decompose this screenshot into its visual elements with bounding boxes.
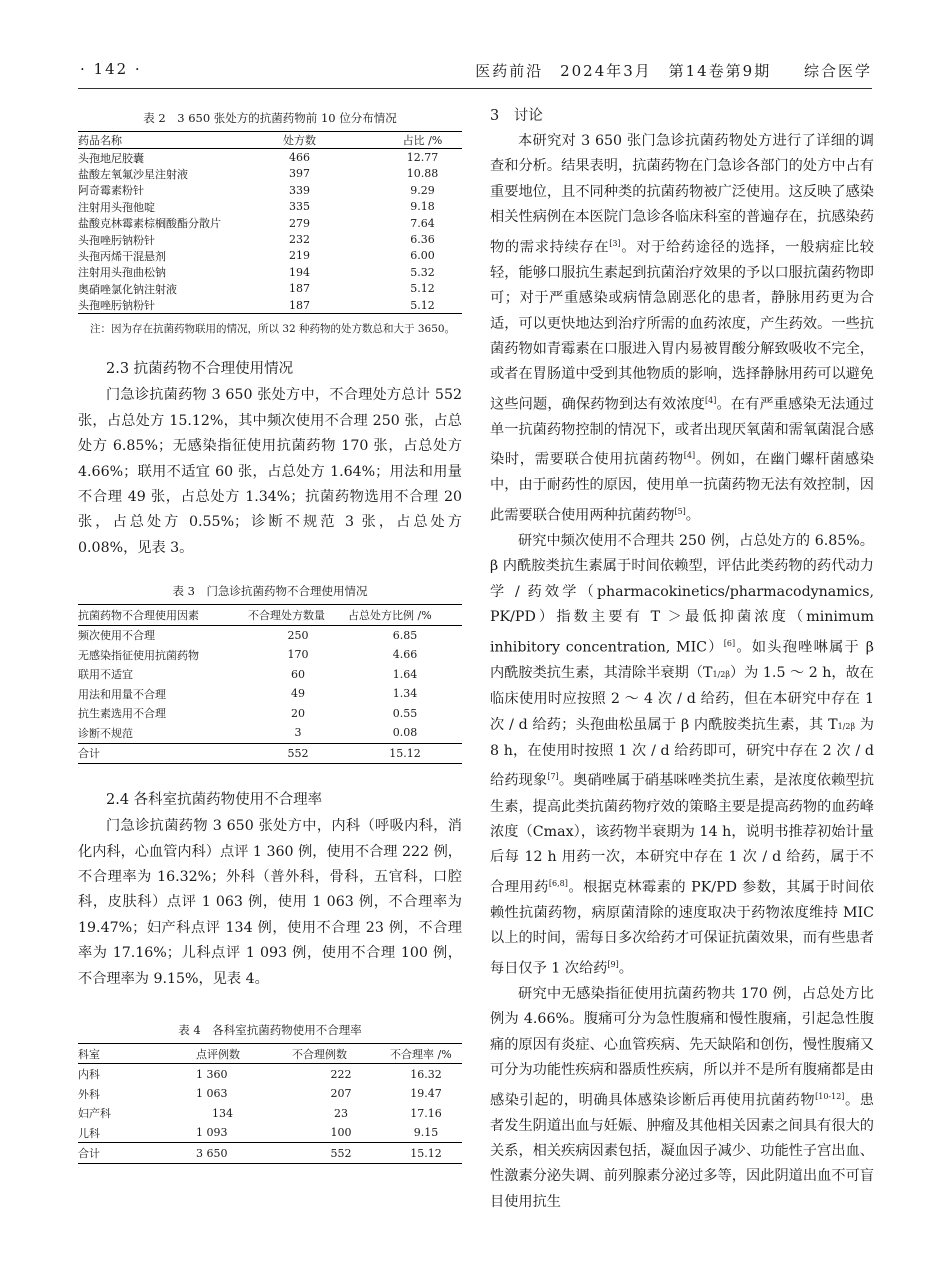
table-cell: 60 [291, 667, 305, 681]
table-cell: 抗生素选用不合理 [78, 707, 166, 721]
text-run: ）为 1.5 ～ 2 h，故在临床使用时应按照 2 ～ 4 次 / d 给药，但在本研究中存在 1 次 / d 给药；头孢曲松虽属于 β 内酰胺类抗生素，其 T [490, 664, 874, 733]
table-header: 抗菌药物不合理使用因素 [78, 608, 199, 622]
table-cell: 9.15 [413, 1126, 439, 1140]
table-cell: 16.32 [410, 1067, 442, 1081]
left-column [78, 104, 462, 1164]
table-cell: 0.55 [392, 706, 418, 720]
table-cell: 339 [289, 183, 310, 197]
section-2-3-heading: 2.3 抗菌药物不合理使用情况 [106, 361, 294, 378]
table-row [78, 182, 462, 198]
table-cell: 6.00 [410, 249, 435, 263]
citation: [7] [547, 772, 559, 782]
table-cell: 17.16 [410, 1106, 442, 1120]
discussion-paragraph-3 [490, 982, 874, 1215]
table-cell: 儿科 [78, 1126, 100, 1140]
table-header-row [78, 1043, 462, 1064]
table-cell: 1.64 [392, 667, 418, 681]
table-cell: 头孢唑肟钠粉针 [78, 299, 155, 313]
table-cell: 频次使用不合理 [78, 629, 155, 643]
table3-caption: 表 3 门急诊抗菌药物不合理使用情况 [172, 584, 368, 599]
table-cell: 内科 [78, 1068, 100, 1082]
table3 [78, 604, 462, 764]
table-row [78, 723, 462, 743]
discussion-paragraph-1 [490, 129, 874, 529]
citation: [10-12] [815, 1091, 845, 1101]
text-run: 。 [618, 960, 633, 977]
table-row [78, 248, 462, 264]
table4 [78, 1043, 462, 1164]
subscript: 1/2β [712, 669, 730, 679]
table-row [78, 1103, 462, 1123]
table-cell: 9.29 [410, 183, 435, 197]
table-cell: 7.64 [410, 216, 435, 230]
table-row [78, 645, 462, 665]
table-cell: 合计 [78, 1147, 100, 1161]
table-row [78, 215, 462, 231]
journal-info [465, 60, 872, 81]
text-run: 。如头孢唑啉属于 β 内酰胺类抗生素，其清除半衰期（T [490, 639, 874, 681]
table-header: 不合理例数 [292, 1047, 347, 1061]
table-cell: 20 [291, 706, 305, 720]
table2-caption: 表 2 3 650 张处方的抗菌药物前 10 位分布情况 [143, 111, 397, 125]
discussion-paragraph-2 [490, 529, 874, 982]
table-cell: 1.34 [392, 687, 418, 701]
citation: [9] [607, 959, 619, 969]
table-cell: 279 [289, 216, 310, 230]
text-run: 。根据克林霉素的 PK/PD 参数，其属于时间依赖性抗菌药物，病原菌清除的速度取决于药物浓度维持 MIC 以上的时间，需每日多次给药才可保证抗菌效果，而有些患者每日仅予 1 次给药 [490, 879, 874, 977]
table-cell: 联用不适宜 [78, 668, 133, 682]
citation: [6] [723, 638, 736, 648]
table-row [78, 264, 462, 280]
volume-issue: 第14卷第9期 [668, 62, 772, 80]
table-cell: 5.32 [410, 265, 435, 279]
table2 [78, 131, 462, 314]
text-run: 为 8 h，在使用时按照 1 次 / d 给药即可，研究中存在 2 次 / d 给药现象 [490, 716, 874, 790]
text-run: 研究中无感染指征使用抗菌药物共 170 例，占总处方比例为 4.66%。腹痛可分为急性腹痛和慢性腹痛，引起急性腹痛的原因有炎症、心血管疾病、先天缺陷和创伤，慢性腹痛又可分为功能性疾病和器质性疾病，所以并不是所有腹痛都是由感染引起的，明确具体感染诊断后再使用抗菌药物 [490, 985, 874, 1109]
table-cell: 222 [330, 1067, 352, 1081]
table-cell: 诊断不规范 [78, 726, 133, 740]
table-cell: 219 [289, 249, 310, 263]
section-2-4-paragraph: 门急诊抗菌药物 3 650 张处方中，内科（呼吸内科，消化内科，心血管内科）点评 1 360 例，使用不合理 222 例，不合理率为 16.32%；外科（普外科，骨科，五官科，口腔科，皮肤科）点评 1 063 例，使用 1 063 例，不合理率为 19.47%；妇产科点评 134 例，使用不合理 23 例，不合理率为 17.16%；儿科点评 1 093 例，使用不合理 100 例，不合理率为 9.15%，见表 4。 [78, 818, 462, 987]
table4-caption: 表 4 各科室抗菌药物使用不合理率 [178, 1022, 362, 1037]
table-cell: 170 [287, 648, 309, 662]
table-cell: 194 [289, 265, 310, 279]
header-rule [78, 88, 872, 89]
section-2-4-heading: 2.4 各科室抗菌药物使用不合理率 [106, 792, 323, 809]
journal-name: 医药前沿 [475, 62, 544, 80]
text-run: 研究中频次使用不合理共 250 例，占总处方的 6.85%。β 内酰胺类抗生素属于时间依赖型，评估此类药物的药代动力学 / 药效学（pharmacokinetics/pharmacodynamics, PK/PD）指数主要有 T ＞最低抑菌浓度（minimum inhibitory concentration, MIC） [490, 533, 874, 656]
table-cell: 外科 [78, 1087, 100, 1101]
page-header [0, 0, 950, 95]
table-cell: 头孢丙烯干混悬剂 [78, 249, 166, 263]
table-cell: 注射用头孢曲松钠 [78, 266, 166, 280]
text-run: 。患者发生阴道出血与妊娠、肿瘤及其他相关因素之间具有很大的关系，相关疾病因素包括，凝血因子减少、功能性子宫出血、性激素分泌失调、前列腺素分泌过多等，因此阴道出血不可盲目使用抗生 [490, 1092, 874, 1210]
table-cell: 盐酸左氧氟沙星注射液 [78, 167, 188, 181]
table-cell: 5.12 [410, 298, 435, 312]
table-cell: 552 [287, 746, 309, 760]
text-run: 。奥硝唑属于硝基咪唑类抗生素，是浓度依赖型抗生素，提高此类抗菌药物疗效的策略主要是提高药物的血药峰浓度（Cmax），该药物半衰期为 14 h，说明书推荐初始计量后每 12 h 用药一次，本研究中存在 1 次 / d 给药，属于不合理用药 [490, 773, 874, 896]
text-run: 。对于给药途径的选择，一般病症比较轻，能够口服抗生素起到抗菌治疗效果的予以口服抗菌药物即可；对于严重感染或病情急剧恶化的患者，静脉用药更为合适，可以更快地达到治疗所需的血药浓度，产生药效。一些抗菌药物如青霉素在口服进入胃内易被胃酸分解致吸收不完全，或者在胃肠道中受到其他物质的影响，选择静脉用药可以避免这些问题，确保药物到达有效浓度 [490, 239, 874, 413]
section-2-3-paragraph: 门急诊抗菌药物 3 650 张处方中，不合理处方总计 552 张，占总处方 15.12%，其中频次使用不合理 250 张，占总处方 6.85%；无感染指征使用抗菌药物 170 张，占总处方 4.66%；联用不适宜 60 张，占总处方 1.64%；用法和用量不合理 49 张，占总处方 1.34%；抗菌药物选用不合理 20 张，占总处方 0.55%；诊断不规范 3 张，占总处方 0.08%，见表 3。 [78, 387, 462, 556]
text-run: 。例如，在幽门螺杆菌感染中，由于耐药性的原因，使用单一抗菌药物无法有效控制，因此需要联合使用两种抗菌药物 [490, 452, 874, 524]
table-cell: 阿奇霉素粉针 [78, 184, 144, 198]
table-cell: 397 [289, 167, 310, 181]
text-run: 。 [685, 507, 700, 524]
table-cell: 466 [289, 151, 310, 165]
table2-note: 注：因为存在抗菌药物联用的情况，所以 32 种药物的处方数总和大于 3650。 [90, 323, 456, 336]
table-header: 占总处方比例 /% [348, 608, 432, 622]
table-cell: 头孢唑肟钠粉针 [78, 233, 155, 247]
table-cell: 49 [291, 687, 305, 701]
table-row [78, 166, 462, 182]
table-row [78, 149, 462, 166]
table-header: 处方数 [283, 134, 316, 148]
table-cell: 232 [289, 233, 310, 247]
table-cell: 0.08 [392, 726, 418, 740]
table-header: 点评例数 [196, 1047, 240, 1061]
table-cell: 250 [287, 628, 309, 642]
citation: [5] [674, 506, 686, 516]
discussion-heading: 3 讨论 [490, 108, 543, 124]
subscript: 1/2β [837, 721, 856, 731]
table-cell: 妇产科 [78, 1107, 111, 1121]
table-cell: 100 [330, 1126, 352, 1140]
table-cell: 6.85 [392, 628, 418, 642]
table-row [78, 625, 462, 645]
issue-date: 2024年3月 [560, 62, 652, 80]
table-total-row [78, 743, 462, 764]
table-row [78, 665, 462, 685]
table-cell: 12.77 [406, 151, 439, 165]
table-header-row [78, 605, 462, 626]
section-name: 综合医学 [803, 62, 872, 80]
table-cell: 1 063 [196, 1087, 228, 1101]
table-header: 不合理率 /% [390, 1047, 452, 1061]
table-cell: 5.12 [410, 282, 435, 296]
table-cell: 23 [334, 1106, 348, 1120]
table-cell: 335 [289, 200, 310, 214]
table-cell: 6.36 [410, 233, 435, 247]
table-cell: 9.18 [410, 200, 435, 214]
citation: [4] [683, 451, 696, 461]
table-cell: 10.88 [406, 167, 439, 181]
table-cell: 1 093 [196, 1126, 228, 1140]
table-row [78, 199, 462, 215]
table-cell: 15.12 [410, 1146, 442, 1160]
table-cell: 3 [294, 726, 302, 740]
table-cell: 无感染指征使用抗菌药物 [78, 648, 199, 662]
table-cell: 奥硝唑氯化钠注射液 [78, 282, 177, 296]
text-run: 本研究对 3 650 张门急诊抗菌药物处方进行了详细的调查和分析。结果表明，抗菌药物在门急诊各部门的处方中占有重要地位，且不同种类的抗菌药物被广泛使用。这反映了感染相关性病例在本医院门急诊各临床科室的普遍存在，抗感染药物的需求持续存在 [490, 133, 874, 256]
right-column [490, 104, 874, 1215]
table-header: 占比 /% [402, 134, 443, 148]
text-run: 。在有严重感染无法通过单一抗菌药物控制的情况下，或者出现厌氧菌和需氧菌混合感染时，需要联合使用抗菌药物 [490, 396, 874, 469]
page-number: · 142 · [80, 60, 142, 78]
table-row [78, 1084, 462, 1104]
table-row [78, 704, 462, 724]
table-cell: 552 [330, 1146, 352, 1160]
table-row [78, 281, 462, 297]
table-total-row [78, 1143, 462, 1164]
table-cell: 注射用头孢他啶 [78, 200, 155, 214]
table-cell: 134 [212, 1106, 233, 1120]
table-row [78, 1123, 462, 1143]
citation: [4] [704, 395, 717, 405]
table-cell: 用法和用量不合理 [78, 687, 166, 701]
table-cell: 3 650 [196, 1146, 228, 1160]
table-cell: 187 [289, 298, 310, 312]
table-row [78, 297, 462, 314]
table-cell: 头孢地尼胶囊 [78, 151, 144, 165]
table-cell: 盐酸克林霉素棕榈酸酯分散片 [78, 217, 221, 231]
table-row [78, 231, 462, 247]
table-cell: 15.12 [389, 746, 421, 760]
table-cell: 1 360 [196, 1067, 228, 1081]
table-header: 不合理处方数量 [248, 608, 325, 622]
table-cell: 合计 [78, 747, 100, 761]
table-header-row [78, 132, 462, 149]
citation: [3] [609, 238, 621, 248]
citation: [6,8] [548, 878, 568, 888]
table-cell: 19.47 [410, 1087, 442, 1101]
table-row [78, 684, 462, 704]
table-header: 药品名称 [78, 134, 122, 148]
table-cell: 4.66 [392, 648, 418, 662]
table-cell: 187 [289, 282, 310, 296]
table-cell: 207 [330, 1087, 352, 1101]
table-row [78, 1064, 462, 1084]
table-header: 科室 [78, 1047, 100, 1061]
